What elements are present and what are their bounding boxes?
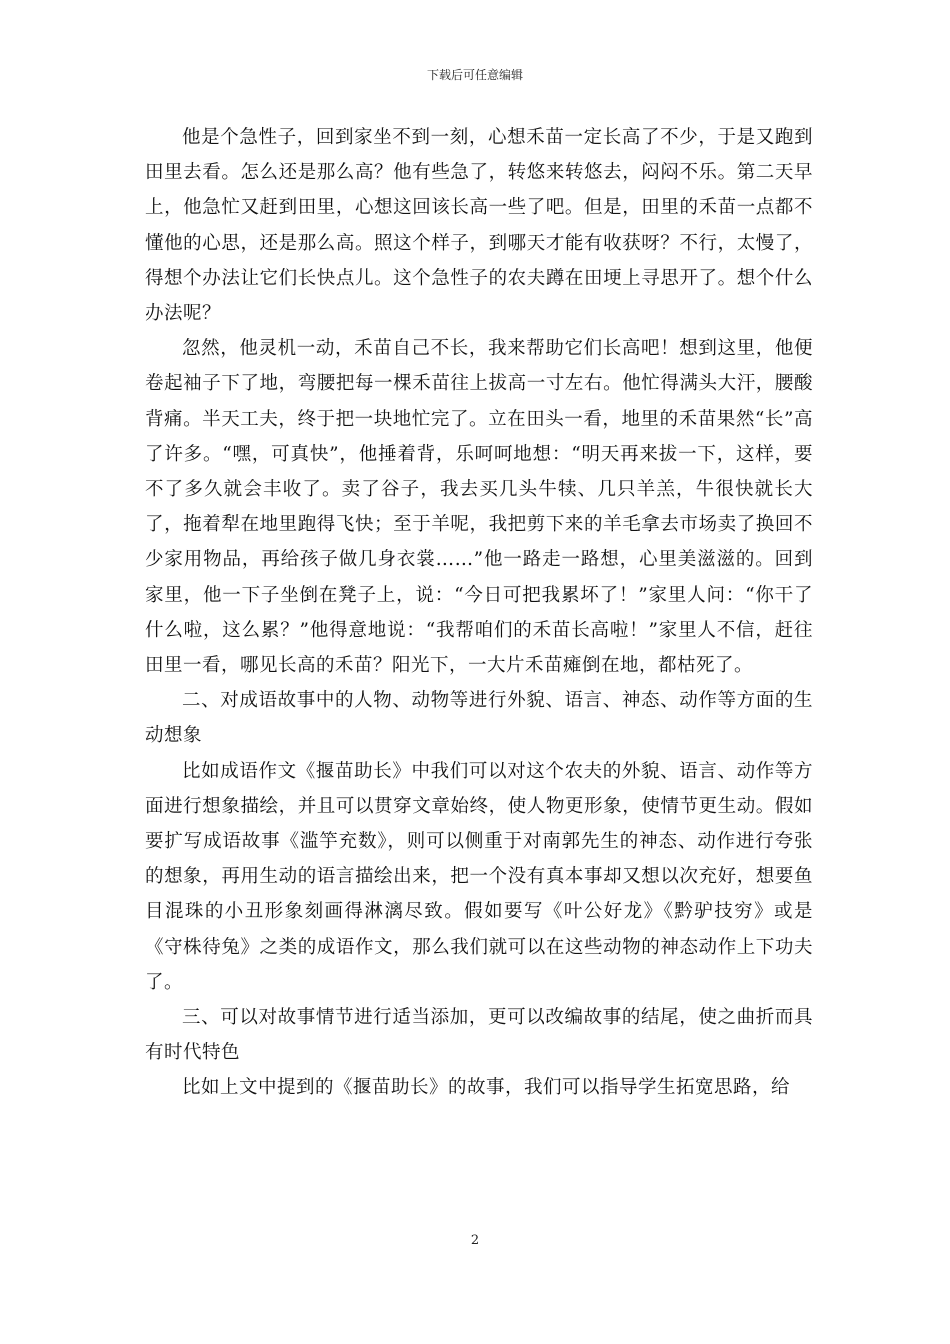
section-heading-2: 二、对成语故事中的人物、动物等进行外貌、语言、神态、动作等方面的生动想象 (145, 690, 813, 747)
page-header: 下载后可任意编辑 (426, 68, 523, 82)
document-body (145, 120, 813, 1106)
paragraph-section-3: 比如上文中提到的《揠苗助长》的故事，我们可以指导学生拓宽思路，给 (182, 1077, 791, 1099)
paragraph-story-part1: 他是个急性子，回到家坐不到一刻，心想禾苗一定长高了不少，于是又跑到田里去看。怎么还是那么高？他有些急了，转悠来转悠去，闷闷不乐。第二天早上，他急忙又赶到田里，心想这回该长高一些了吧。但是，田里的禾苗一点都不懂他的心思，还是那么高。照这个样子，到哪天才能有收获呀？不行，太慢了，得想个办法让它们长快点儿。这个急性子的农夫蹲在田埂上寻思开了。想个什么办法呢？ (145, 127, 813, 325)
section-heading-3: 三、可以对故事情节进行适当添加，更可以改编故事的结尾，使之曲折而具有时代特色 (145, 1007, 813, 1064)
paragraph-section-2: 比如成语作文《揠苗助长》中我们可以对这个农夫的外貌、语言、动作等方面进行想象描绘，并且可以贯穿文章始终，使人物更形象，使情节更生动。假如要扩写成语故事《滥竽充数》，则可以侧重于对南郭先生的神态、动作进行夸张的想象，再用生动的语言描绘出来，把一个没有真本事却又想以次充好，想要鱼目混珠的小丑形象刻画得淋漓尽致。假如要写《叶公好龙》《黔驴技穷》或是《守株待兔》之类的成语作文，那么我们就可以在这些动物的神态动作上下功夫了。 (145, 760, 813, 993)
page-number: 2 (470, 1233, 480, 1248)
paragraph-story-part2: 忽然，他灵机一动，禾苗自己不长，我来帮助它们长高吧！想到这里，他便卷起袖子下了地，弯腰把每一棵禾苗往上拔高一寸左右。他忙得满头大汗，腰酸背痛。半天工夫，终于把一块地忙完了。立在田头一看，地里的禾苗果然“长”高了许多。“嘿，可真快”，他捶着背，乐呵呵地想：“明天再来拔一下，这样，要不了多久就会丰收了。卖了谷子，我去买几头牛犊、几只羊羔，牛很快就长大了，拖着犁在地里跑得飞快；至于羊呢，我把剪下来的羊毛拿去市场卖了换回不少家用物品，再给孩子做几身衣裳……”他一路走一路想，心里美滋滋的。回到家里，他一下子坐倒在凳子上，说：“今日可把我累坏了！”家里人问：“你干了什么啦，这么累？”他得意地说：“我帮咱们的禾苗长高啦！”家里人不信，赶往田里一看，哪见长高的禾苗？阳光下，一大片禾苗瘫倒在地，都枯死了。 (145, 338, 813, 677)
